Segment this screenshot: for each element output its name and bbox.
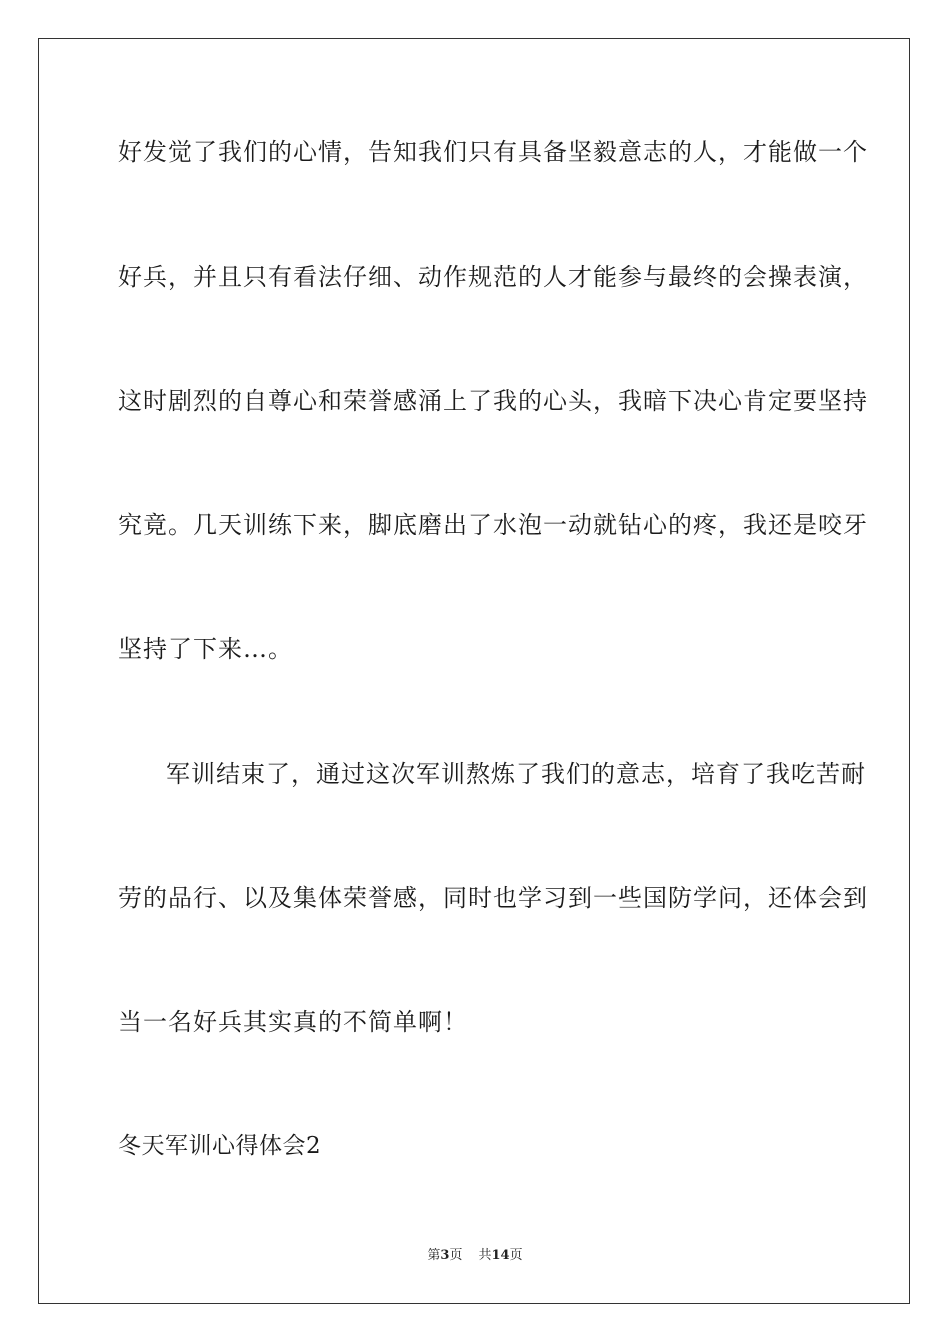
paragraph-1-line-1: 好发觉了我们的心情，告知我们只有具备坚毅意志的人，才能做一个 <box>118 138 868 166</box>
page-footer <box>0 1248 950 1264</box>
page-suffix: 页 <box>449 1248 463 1263</box>
paragraph-1-line-5: 坚持了下来…。 <box>118 635 293 663</box>
total-prefix: 共 <box>478 1248 492 1263</box>
paragraph-1-line-3: 这时剧烈的自尊心和荣誉感涌上了我的心头，我暗下决心肯定要坚持 <box>118 387 868 415</box>
total-suffix: 页 <box>509 1248 523 1263</box>
current-page-number: 3 <box>440 1248 450 1263</box>
section-heading: 冬天军训心得体会2 <box>118 1133 322 1159</box>
paragraph-2-line-2: 劳的品行、以及集体荣誉感，同时也学习到一些国防学问，还体会到 <box>118 884 868 912</box>
page-border <box>38 38 910 1304</box>
total-page-number: 14 <box>491 1248 510 1263</box>
paragraph-2-line-3: 当一名好兵其实真的不简单啊！ <box>118 1008 468 1036</box>
page-prefix: 第 <box>427 1248 441 1263</box>
paragraph-1-line-2: 好兵，并且只有看法仔细、动作规范的人才能参与最终的会操表演， <box>118 263 868 291</box>
paragraph-2-line-1: 军训结束了，通过这次军训熬炼了我们的意志，培育了我吃苦耐 <box>166 760 866 788</box>
paragraph-1-line-4: 究竟。几天训练下来，脚底磨出了水泡一动就钻心的疼，我还是咬牙 <box>118 511 868 539</box>
